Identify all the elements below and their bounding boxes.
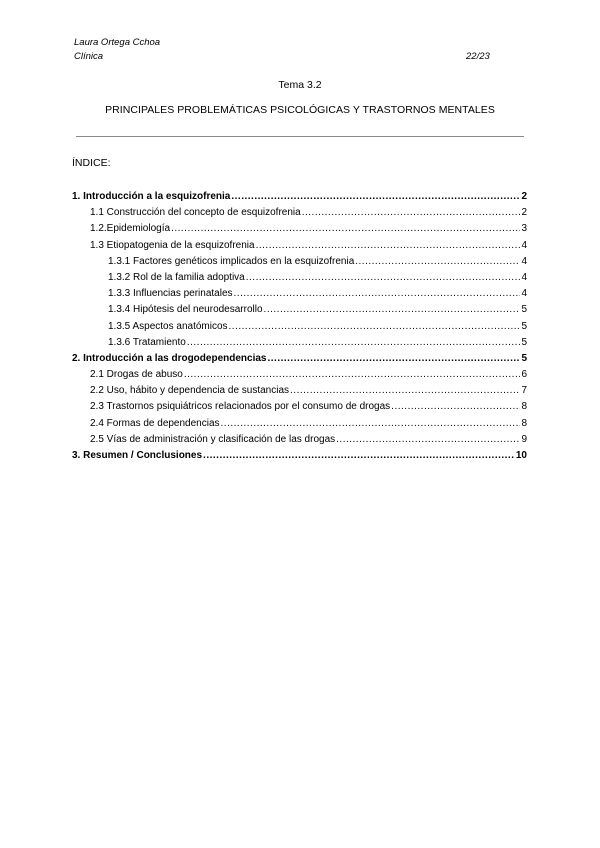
toc-leader-dots	[246, 270, 521, 286]
toc-leader-dots	[203, 448, 515, 464]
toc-leader-dots	[264, 302, 521, 318]
toc-entry-page: 3	[521, 223, 527, 235]
toc-entry-label: 1. Introducción a la esquizofrenia	[72, 191, 231, 202]
toc-entry-label: 2. Introducción a las drogodependencias	[72, 352, 267, 364]
toc-entry-label: 2.4 Formas de dependencias	[90, 417, 220, 429]
header-subject: Clínica	[74, 51, 104, 62]
toc-entry-label: 1.3.1 Factores genéticos implicados en la esquizofrenia	[108, 255, 355, 267]
toc-entry-label: 2.3 Trastornos psiquiátricos relacionados por el consumo de drogas	[90, 401, 391, 413]
toc-entry-page: 5	[521, 320, 527, 332]
toc-entry-label: 2.2 Uso, hábito y dependencia de sustancias	[90, 385, 290, 397]
toc-entry-label: 1.3 Etiopatogenia de la esquizofrenia	[90, 239, 255, 251]
toc-entry-page: 5	[521, 352, 527, 364]
toc-entry-page: 8	[521, 417, 527, 429]
title-divider	[76, 136, 524, 137]
toc-entry-label: 1.3.6 Tratamiento	[108, 336, 186, 348]
toc-entry[interactable]	[72, 367, 527, 383]
toc-leader-dots	[302, 205, 521, 221]
toc-entry-label: 3. Resumen / Conclusiones	[72, 450, 203, 461]
toc-entry-page: 5	[521, 304, 527, 316]
toc-entry-label: 1.2.Epidemiología	[90, 223, 171, 235]
toc-entry[interactable]	[72, 286, 527, 302]
toc-entry-page: 4	[521, 288, 527, 300]
toc-entry[interactable]	[72, 205, 527, 221]
toc-entry-page: 4	[521, 255, 527, 267]
toc-entry[interactable]	[72, 270, 527, 286]
toc-leader-dots	[229, 319, 521, 335]
toc-entry-page: 9	[521, 433, 527, 445]
toc-leader-dots	[171, 221, 520, 237]
toc-leader-dots	[187, 335, 521, 351]
toc-leader-dots	[231, 189, 520, 205]
toc-leader-dots	[221, 416, 521, 432]
toc-leader-dots	[267, 351, 520, 367]
toc-entry[interactable]	[72, 254, 527, 270]
toc-entry-page: 4	[521, 271, 527, 283]
toc-leader-dots	[355, 254, 520, 270]
toc-entry-label: 1.3.3 Influencias perinatales	[108, 288, 233, 300]
toc-entry[interactable]	[72, 221, 527, 237]
toc-entry-label: 1.3.5 Aspectos anatómicos	[108, 320, 228, 332]
toc-entry-page: 6	[521, 369, 527, 381]
toc-entry-page: 4	[521, 239, 527, 251]
toc-leader-dots	[290, 383, 520, 399]
toc-entry[interactable]	[72, 416, 527, 432]
toc-entry-page: 2	[521, 207, 527, 219]
toc-leader-dots	[391, 399, 520, 415]
toc-entry[interactable]	[72, 319, 527, 335]
toc-entry[interactable]	[72, 383, 527, 399]
toc-leader-dots	[256, 238, 521, 254]
toc-entry[interactable]	[72, 335, 527, 351]
toc-entry[interactable]	[72, 351, 527, 367]
toc-entry-label: 1.1 Construcción del concepto de esquizofrenia	[90, 207, 301, 219]
topic-label: Tema 3.2	[278, 79, 322, 91]
toc-entry-label: 2.1 Drogas de abuso	[90, 369, 183, 381]
toc-entry[interactable]	[72, 189, 527, 205]
table-of-contents	[72, 189, 527, 464]
toc-entry[interactable]	[72, 302, 527, 318]
toc-entry-label: 1.3.4 Hipótesis del neurodesarrollo	[108, 304, 263, 316]
toc-entry-page: 10	[515, 450, 527, 461]
index-heading: ÍNDICE:	[72, 157, 111, 169]
toc-entry-page: 5	[521, 336, 527, 348]
toc-entry-label: 1.3.2 Rol de la familia adoptiva	[108, 271, 245, 283]
toc-entry-page: 7	[521, 385, 527, 397]
toc-leader-dots	[184, 367, 521, 383]
toc-leader-dots	[336, 432, 520, 448]
toc-entry[interactable]	[72, 448, 527, 464]
toc-leader-dots	[234, 286, 521, 302]
header-author: Laura Ortega Cchoa	[74, 37, 161, 48]
toc-entry-page: 2	[521, 191, 527, 202]
document-title: PRINCIPALES PROBLEMÁTICAS PSICOLÓGICAS Y TRASTORNOS MENTALES	[105, 104, 495, 116]
toc-entry[interactable]	[72, 238, 527, 254]
toc-entry-label: 2.5 Vías de administración y clasificación de las drogas	[90, 433, 336, 445]
toc-entry[interactable]	[72, 399, 527, 415]
toc-entry-page: 8	[521, 401, 527, 413]
toc-entry[interactable]	[72, 432, 527, 448]
header-date: 22/23	[466, 51, 490, 62]
